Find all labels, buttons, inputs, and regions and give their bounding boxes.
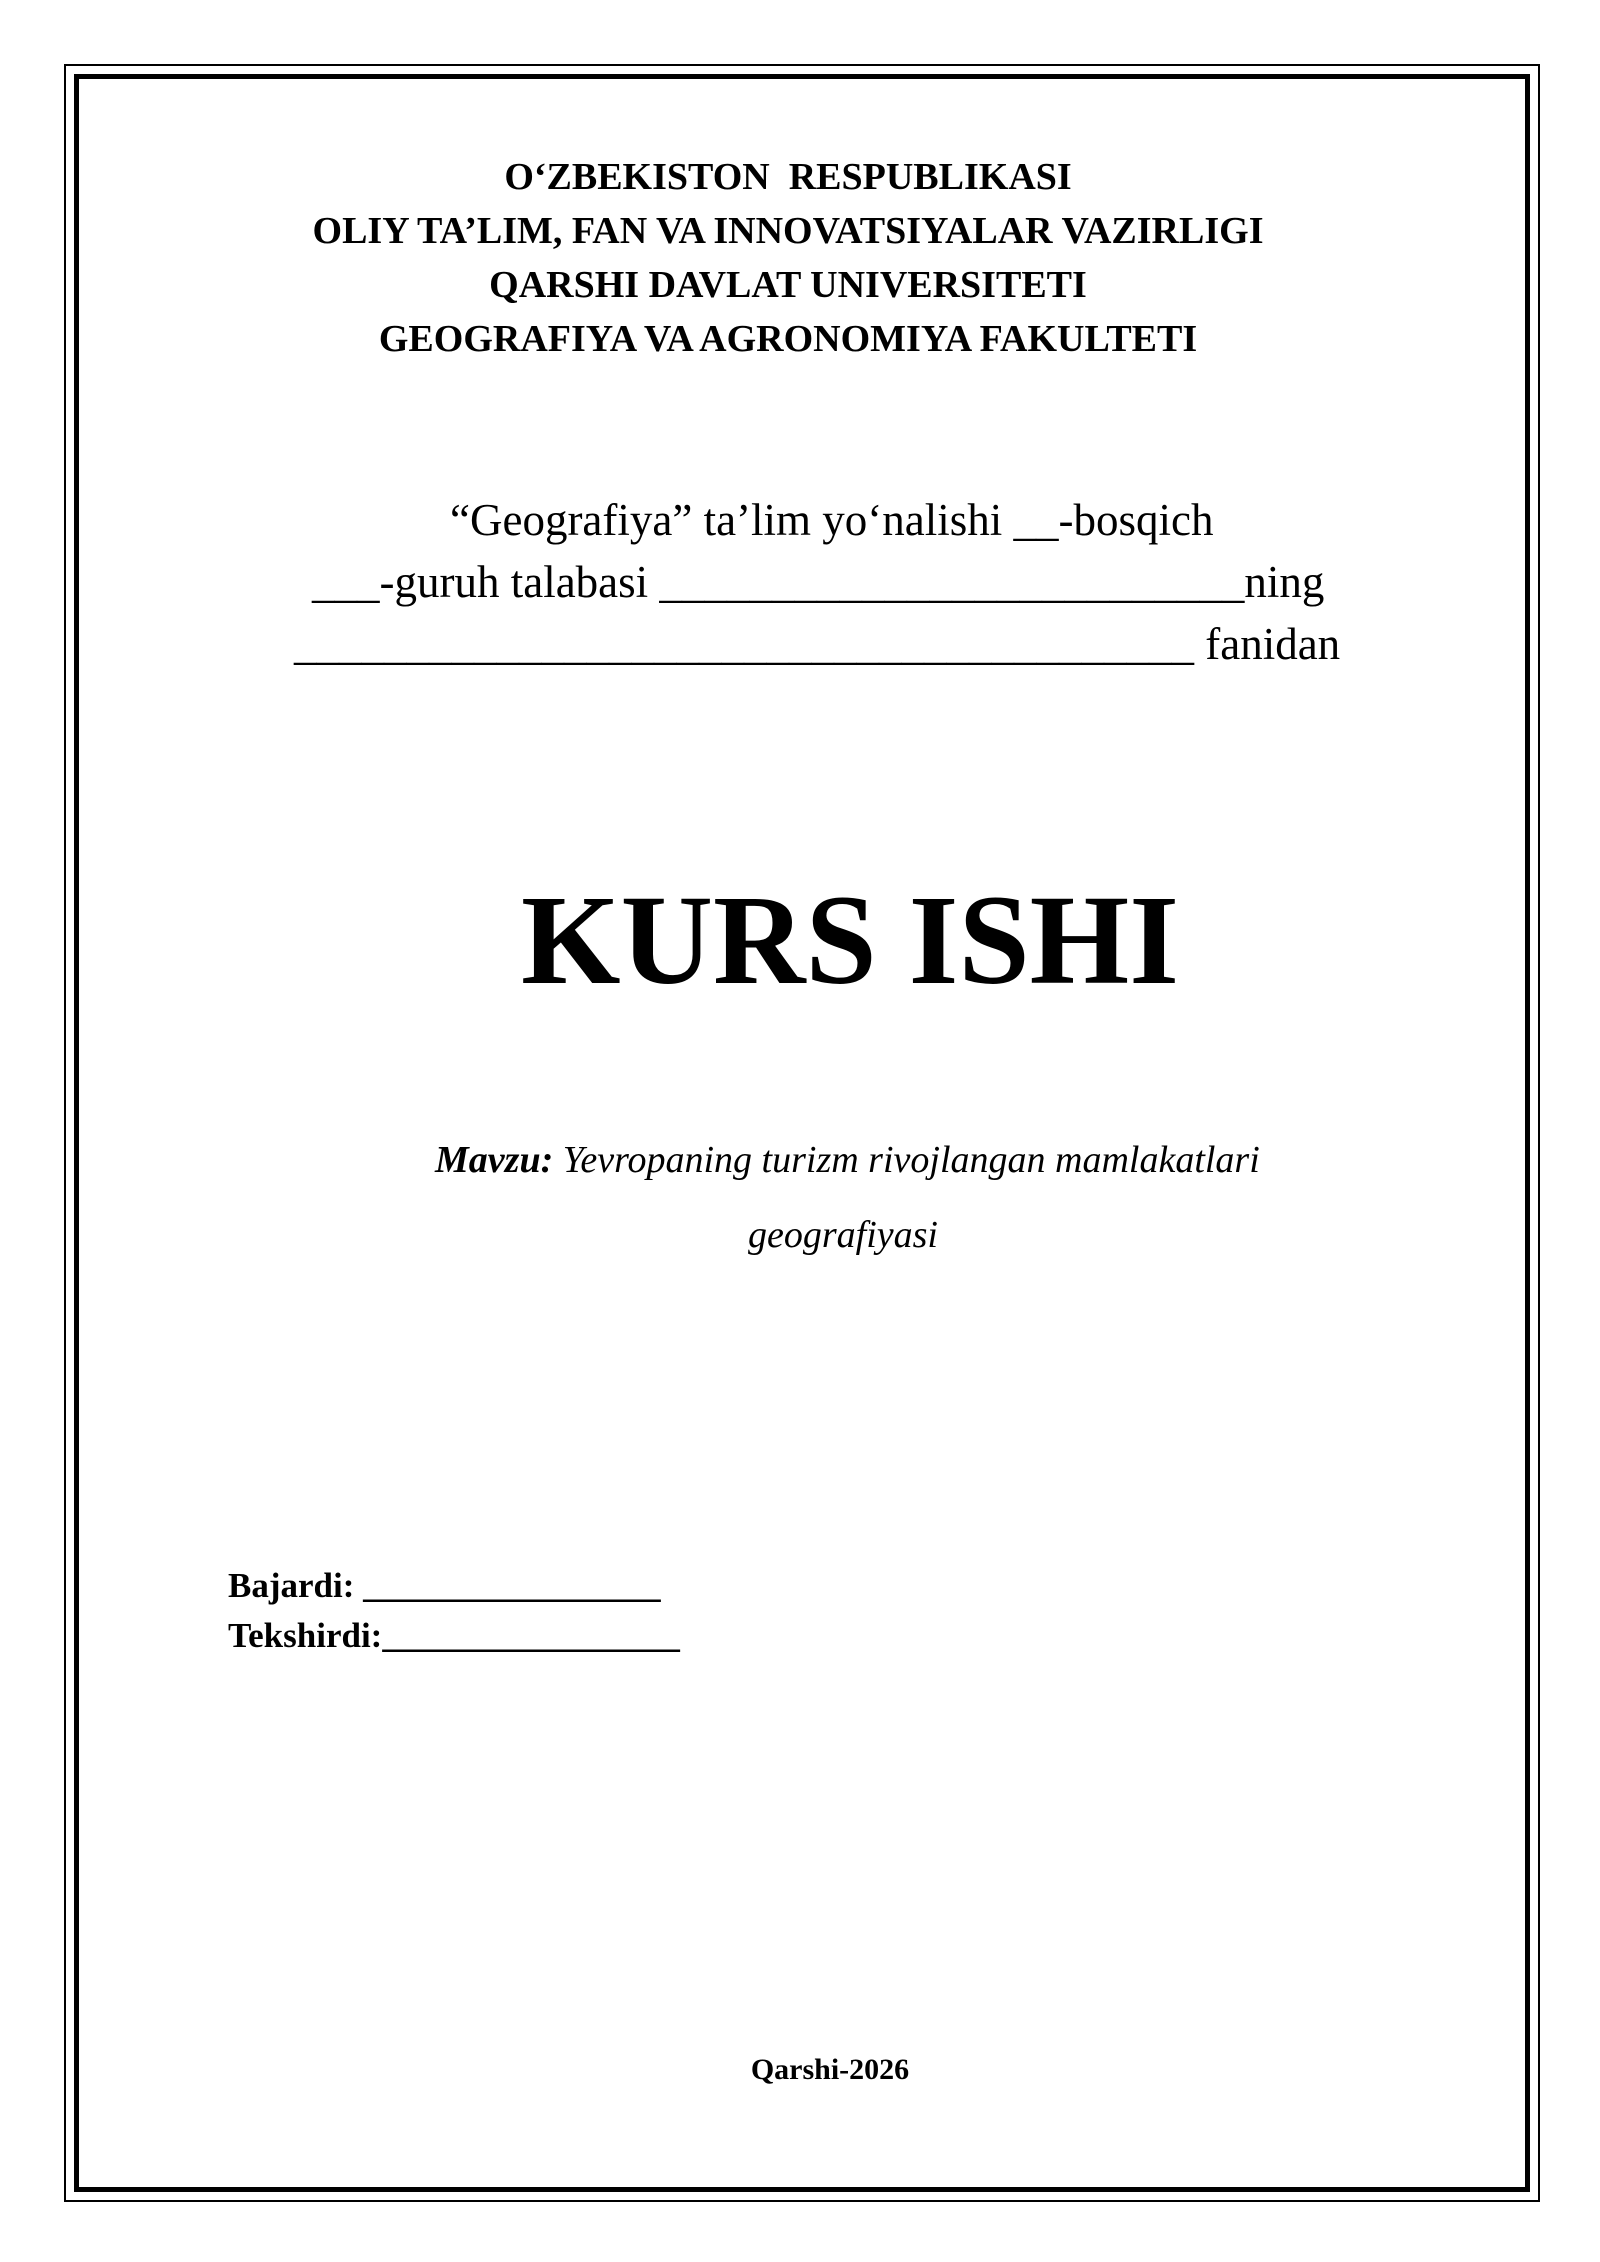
topic-text-part1: Yevropaning turizm rivojlangan mamlakatlari <box>553 1139 1260 1181</box>
header-university: QARSHI DAVLAT UNIVERSITETI <box>489 264 1087 306</box>
header-ministry: OLIY TA’LIM, FAN VA INNOVATSIYALAR VAZIRLIGI <box>312 210 1264 252</box>
student-group-line: ___-guruh talabasi __________________________ning <box>312 557 1325 607</box>
subject-line: ________________________________________ fanidan <box>294 619 1341 669</box>
topic-text-part2: geografiyasi <box>748 1214 938 1256</box>
checked-by-line: Tekshirdi:_________________ <box>228 1616 680 1655</box>
header-faculty: GEOGRAFIYA VA AGRONOMIYA FAKULTETI <box>378 318 1198 360</box>
performed-by-line: Bajardi: _________________ <box>228 1566 661 1605</box>
topic-line <box>435 1130 1260 1190</box>
header-country: O‘ZBEKISTON RESPUBLIKASI <box>504 156 1072 198</box>
document-title: KURS ISHI <box>521 869 1179 1011</box>
institution-header <box>0 150 1576 366</box>
city-year: Qarshi-2026 <box>750 2053 910 2086</box>
topic-label: Mavzu: <box>435 1139 554 1181</box>
study-direction-line: “Geografiya” ta’lim yo‘nalishi __-bosqich <box>450 495 1214 545</box>
